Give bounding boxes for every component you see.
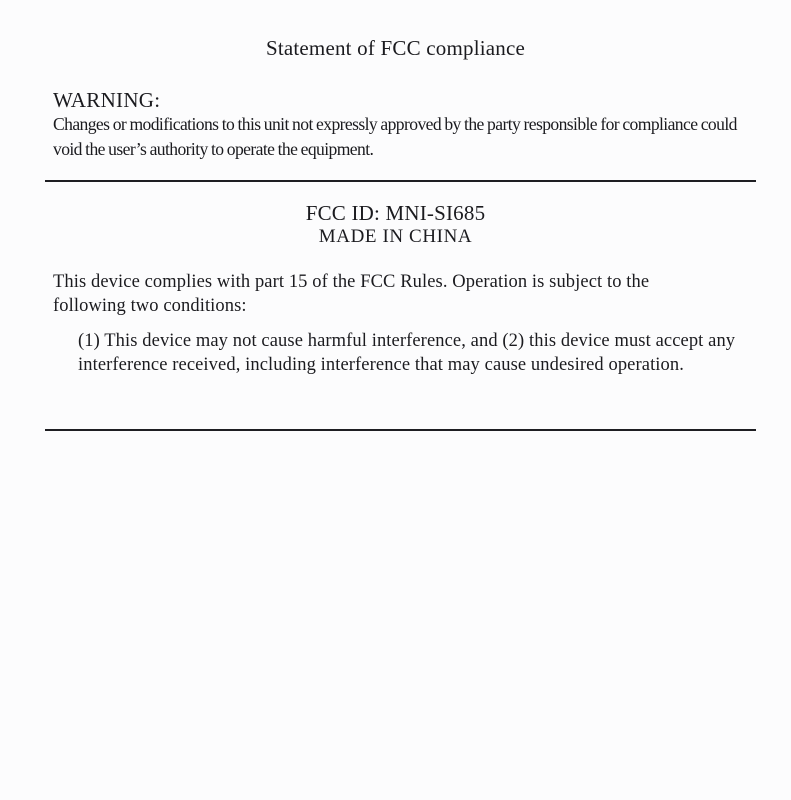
warning-text: Changes or modifications to this unit not expressly approved by the party responsible for compliance could void the user’s authority to operate the equipment. <box>53 114 737 159</box>
bottom-divider <box>45 429 756 431</box>
compliance-statement: This device complies with part 15 of the FCC Rules. Operation is subject to the following two conditions: <box>53 272 650 316</box>
top-divider <box>45 180 756 182</box>
page-title: Statement of FCC compliance <box>265 36 526 60</box>
origin-label: MADE IN CHINA <box>318 226 473 247</box>
conditions-text: (1) This device may not cause harmful interference, and (2) this device must accept any interference received, including interference that may cause undesired operation. <box>78 331 736 375</box>
fcc-id-label: FCC ID: MNI-SI685 <box>305 201 486 225</box>
warning-heading: WARNING: <box>53 88 161 112</box>
